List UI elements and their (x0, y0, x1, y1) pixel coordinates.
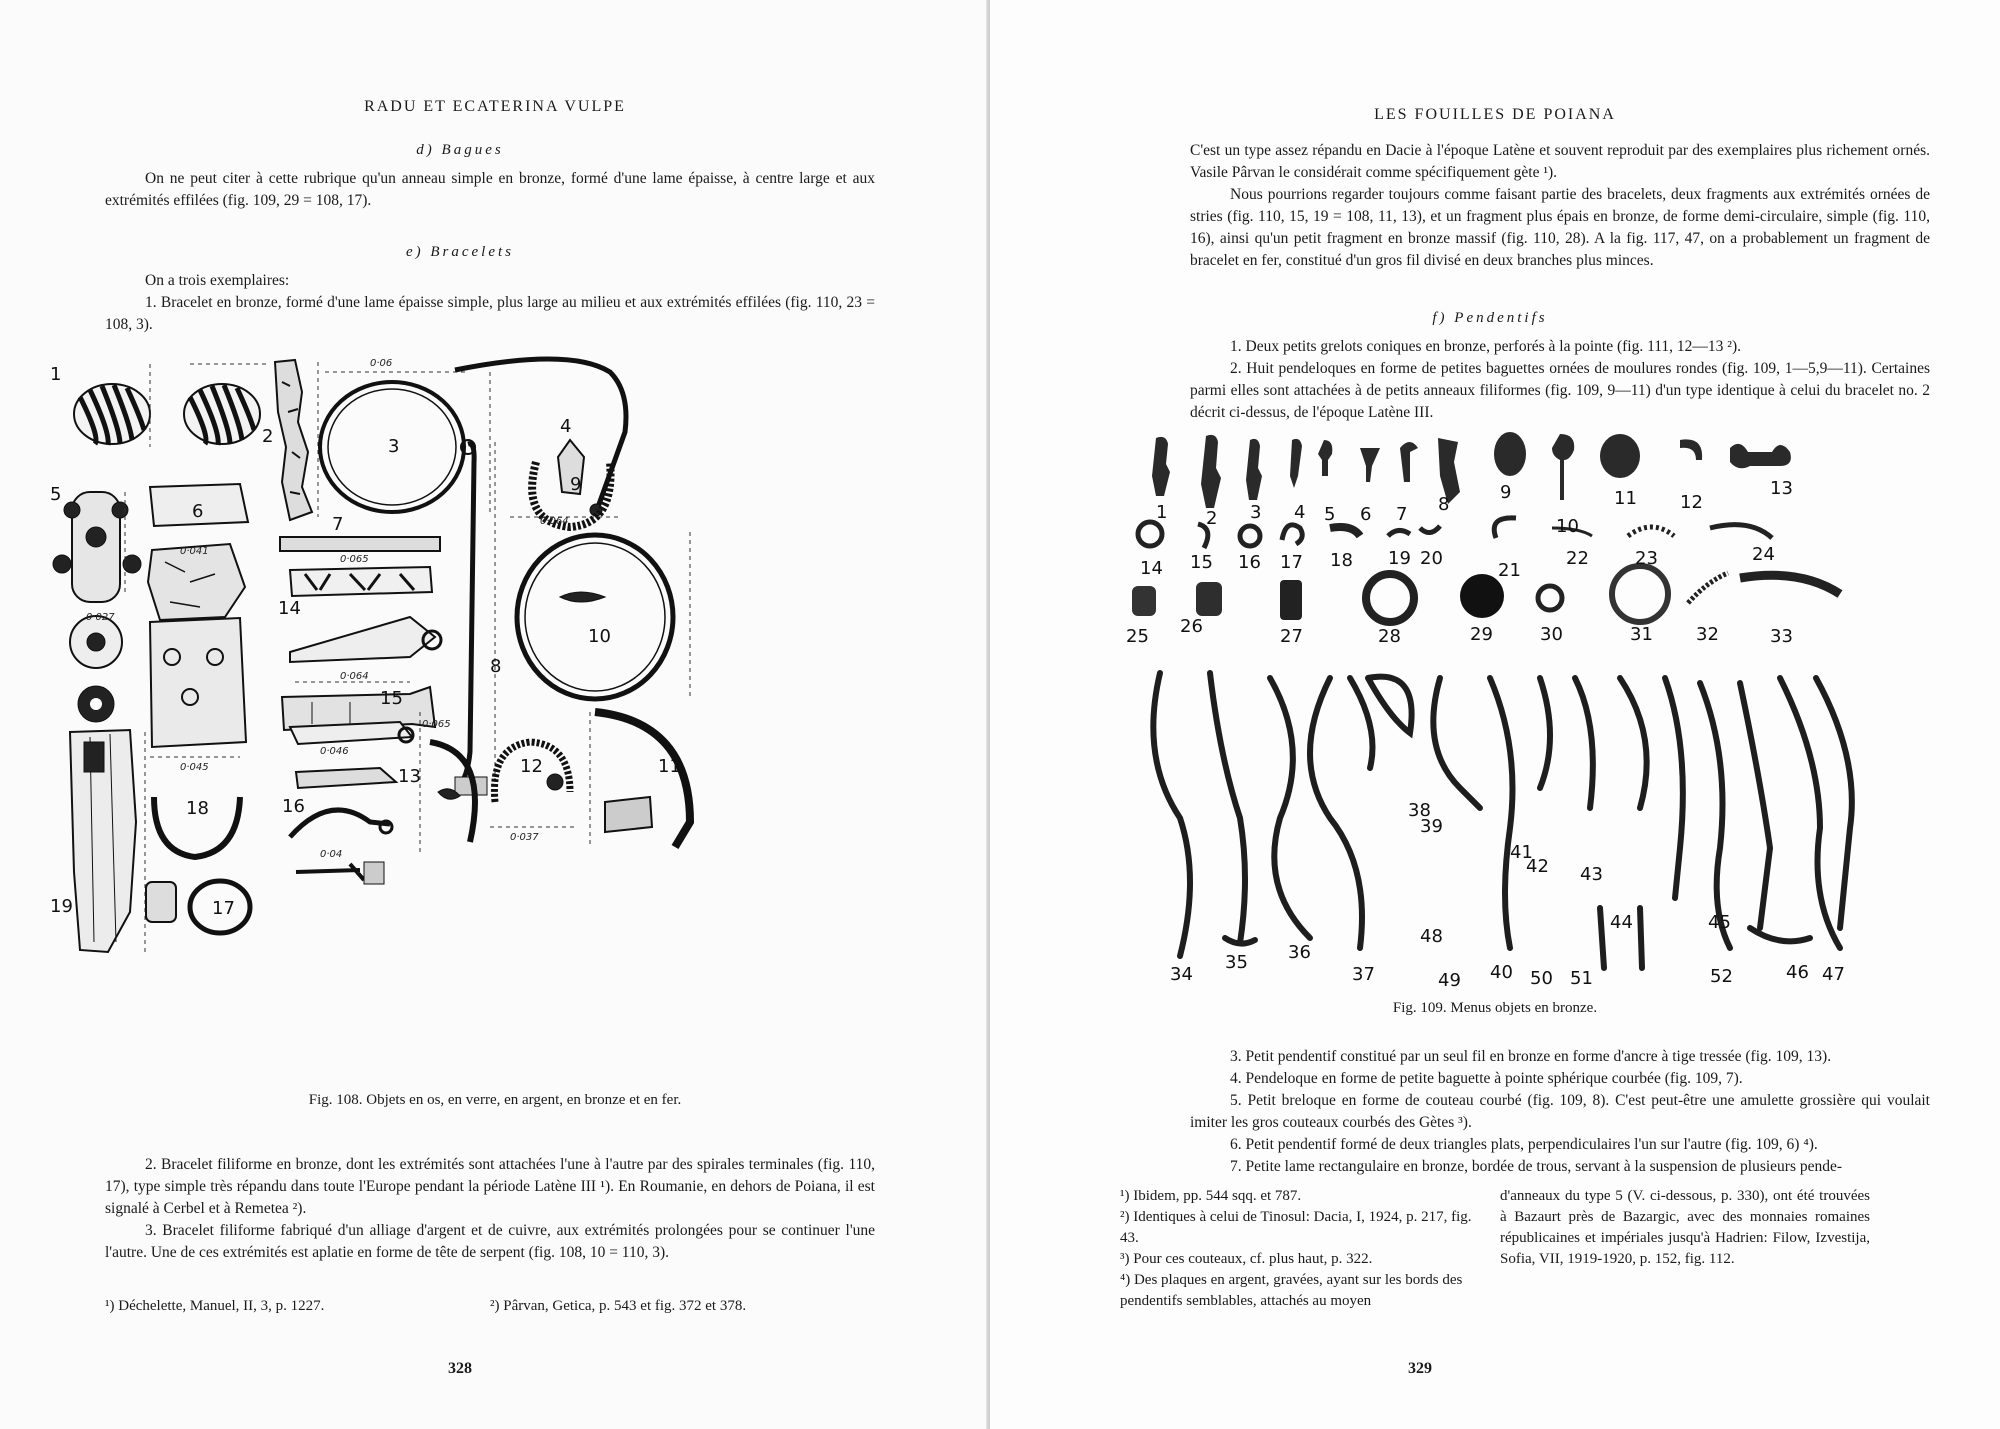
photo-label-24: 24 (1752, 544, 1775, 565)
paragraph-pendentif-4: 4. Pendeloque en forme de petite baguette à pointe sphérique courbée (fig. 109, 7). (1230, 1070, 1743, 1087)
photo-label-23: 23 (1635, 548, 1658, 569)
label-5: 5 (50, 484, 62, 505)
figure-109-caption: Fig. 109. Menus objets en bronze. (1392, 1000, 1598, 1016)
running-header-left: RADU ET ECATERINA VULPE (364, 98, 626, 115)
footnote-2-left: ²) Pârvan, Getica, p. 543 et fig. 372 et 378. (490, 1298, 747, 1314)
paragraph-type-repandu: C'est un type assez répandu en Dacie à l'époque Latène et souvent reproduit par des exemplaires plus richement ornés. Vasile Pârvan le considérait comme spécifiquement gète ¹). (1190, 142, 1930, 181)
section-heading-bracelets: e) Bracelets (405, 244, 515, 260)
figure-108-svg (50, 352, 870, 1067)
photo-label-18: 18 (1330, 550, 1353, 571)
page-number-left: 328 (448, 1360, 472, 1377)
label-3: 3 (388, 436, 400, 457)
paragraph-nous-pourrions: Nous pourrions regarder toujours comme faisant partie des bracelets, deux fragments aux extrémités ornées de stries (fig. 110, 15, 19 = 108, 11, 13), et un fragment plus épais en bronze, de forme demi-circulaire, simple (fig. 110, 16), ainsi qu'un petit fragment en bronze massif (fig. 110, 28). A la fig. 117, 47, on a probablement un fragment de bracelet en fer, constitué d'un gros fil divisé en deux branches plus minces. (1190, 186, 1930, 269)
paragraph-pendentif-6: 6. Petit pendentif formé de deux triangles plats, perpendiculaires l'un sur l'autre (fig. 109, 6) ⁴). (1230, 1136, 1818, 1153)
paragraph-bracelet-2: 2. Bracelet filiforme en bronze, dont les extrémités sont attachées l'une à l'autre par des spirales terminales (fig. 110, 17), type simple très répandu dans toute l'Europe pendant la période Latène III ¹). En Roumanie, en dehors de Poiana, il est signalé à Cerbel et à Remetea ²). (105, 1156, 875, 1217)
footnote-2-right: ²) Identiques à celui de Tinosul: Dacia, I, 1924, p. 217, fig. 43. (1120, 1209, 1472, 1246)
footnote-4-right: ⁴) Des plaques en argent, gravées, ayant sur les bords des pendentifs semblables, attachés au moyen (1120, 1272, 1463, 1309)
label-17: 17 (212, 898, 235, 919)
figure-108-drawing (50, 352, 870, 1067)
dim-18: 0·045 (180, 762, 209, 773)
object-18-ring (150, 618, 246, 857)
section-heading-bagues: d) Bagues (416, 142, 504, 158)
photo-label-16: 16 (1238, 552, 1261, 573)
photo-label-43: 43 (1580, 864, 1603, 885)
photo-label-46: 46 (1786, 962, 1809, 983)
photo-label-8: 8 (1438, 494, 1450, 515)
object-16-fibula (290, 810, 392, 884)
label-2: 2 (262, 426, 274, 447)
photo-label-47: 47 (1822, 964, 1845, 985)
photo-label-25: 25 (1126, 626, 1149, 647)
photo-label-30: 30 (1540, 624, 1563, 645)
photo-label-41: 41 (1510, 842, 1533, 863)
left-page (0, 0, 990, 1429)
dim-14: 0·064 (340, 671, 369, 682)
page-number-right: 329 (1408, 1360, 1432, 1377)
photo-label-36: 36 (1288, 942, 1311, 963)
photo-label-39: 39 (1420, 816, 1443, 837)
object-12-ring (490, 742, 575, 827)
dim-13: 0·065 (422, 719, 451, 730)
photo-label-38: 38 (1408, 800, 1431, 821)
photo-label-7: 7 (1396, 504, 1408, 525)
photo-label-51: 51 (1570, 968, 1593, 988)
dim-4: 0·064 (540, 516, 569, 527)
paragraph-pendentif-5: 5. Petit breloque en forme de couteau courbé (fig. 109, 8). C'est peut-être une amulette grossière qui voulait imiter les gros couteaux courbés des Gètes ³). (1190, 1092, 1930, 1131)
photo-label-13: 13 (1770, 478, 1793, 499)
photo-label-14: 14 (1140, 558, 1163, 579)
photo-label-6: 6 (1360, 504, 1372, 525)
paragraph-pendentif-7: 7. Petite lame rectangulaire en bronze, bordée de trous, servant à la suspension de plusieurs pende- (1230, 1158, 1843, 1175)
label-12: 12 (520, 756, 543, 777)
photo-label-49: 49 (1438, 970, 1461, 988)
label-13: 13 (398, 766, 421, 787)
object-8-long-pin (455, 440, 495, 795)
object-19-bone-tube (70, 730, 145, 952)
footnotes-right-column-1 (1120, 1186, 1480, 1312)
photo-label-21: 21 (1498, 560, 1521, 581)
footnote-3-right: ³) Pour ces couteaux, cf. plus haut, p. 322. (1120, 1251, 1373, 1267)
running-header-right: LES FOUILLES DE POIANA (1374, 106, 1616, 123)
object-2-bone (275, 360, 318, 520)
figure-109-labels (1126, 478, 1845, 988)
dim-7: 0·065 (340, 554, 369, 565)
object-4-wire-hook (455, 359, 626, 517)
photo-label-52: 52 (1710, 966, 1733, 987)
photo-label-26: 26 (1180, 616, 1203, 637)
photo-label-11: 11 (1614, 488, 1637, 509)
dim-5: 0·027 (86, 612, 115, 623)
label-6: 6 (192, 501, 204, 522)
object-15-fibula (290, 722, 413, 788)
pendants-row-2 (1138, 518, 1772, 548)
photo-label-50: 50 (1530, 968, 1553, 988)
photo-label-35: 35 (1225, 952, 1248, 973)
photo-label-31: 31 (1630, 624, 1653, 645)
photo-label-27: 27 (1280, 626, 1303, 647)
figure-108-caption: Fig. 108. Objets en os, en verre, en argent, en bronze et en fer. (308, 1092, 682, 1108)
photo-label-2: 2 (1206, 508, 1218, 529)
label-11: 11 (658, 756, 681, 777)
dim-3: 0·06 (370, 358, 393, 369)
photo-label-29: 29 (1470, 624, 1493, 645)
object-11-bracelet-fragment (590, 712, 690, 847)
label-16: 16 (282, 796, 305, 817)
object-10-bracelet (517, 532, 690, 699)
photo-label-9: 9 (1500, 482, 1512, 503)
photo-label-3: 3 (1250, 502, 1262, 523)
paragraph-exemplaires: On a trois exemplaires: (145, 272, 290, 289)
photo-label-42: 42 (1526, 856, 1549, 877)
photo-label-34: 34 (1170, 964, 1193, 985)
paragraph-pendentif-1: 1. Deux petits grelots coniques en bronze, perforés à la pointe (fig. 111, 12—13 ²). (1230, 338, 1741, 355)
photo-label-12: 12 (1680, 492, 1703, 513)
photo-label-22: 22 (1566, 548, 1589, 569)
paragraph-bracelet-1: 1. Bracelet en bronze, formé d'une lame épaisse simple, plus large au milieu et aux extrémités effilées (fig. 110, 23 = 108, 3). (105, 294, 875, 333)
photo-label-1: 1 (1156, 502, 1168, 523)
dim-16: 0·04 (320, 849, 343, 860)
object-5-bead (53, 492, 141, 722)
photo-label-17: 17 (1280, 552, 1303, 573)
photo-label-19: 19 (1388, 548, 1411, 569)
label-10: 10 (588, 626, 611, 647)
photo-label-4: 4 (1294, 502, 1306, 523)
paragraph-pendentif-3: 3. Petit pendentif constitué par un seul fil en bronze en forme d'ancre à tige tressée (fig. 109, 13). (1230, 1048, 1832, 1065)
photo-label-45: 45 (1708, 912, 1731, 933)
photo-label-10: 10 (1556, 516, 1579, 537)
dim-6: 0·041 (180, 546, 209, 557)
label-8: 8 (490, 656, 502, 677)
label-19: 19 (50, 896, 73, 917)
right-page (990, 0, 2000, 1429)
paragraph-bagues: On ne peut citer à cette rubrique qu'un anneau simple en bronze, formé d'une lame épaisse, à centre large et aux extrémités effilées (fig. 109, 29 = 108, 17). (105, 170, 875, 209)
label-15: 15 (380, 688, 403, 709)
label-7: 7 (332, 514, 344, 535)
photo-label-5: 5 (1324, 504, 1336, 525)
footnote-1-right: ¹) Ibidem, pp. 544 sqq. et 787. (1120, 1188, 1302, 1204)
label-9: 9 (570, 474, 582, 495)
figure-109-svg (1120, 428, 1910, 988)
object-7-bar (280, 537, 440, 596)
label-18: 18 (186, 798, 209, 819)
photo-label-48: 48 (1420, 926, 1443, 947)
label-1: 1 (50, 364, 62, 385)
footnote-1-left: ¹) Déchelette, Manuel, II, 3, p. 1227. (105, 1298, 325, 1314)
section-heading-pendentifs: f) Pendentifs (1432, 310, 1548, 326)
photo-label-44: 44 (1610, 912, 1633, 933)
object-1-glass-beads (74, 364, 270, 447)
label-4: 4 (560, 416, 572, 437)
figure-109-photo (1120, 428, 1910, 988)
photo-label-40: 40 (1490, 962, 1513, 983)
footnote-4-continued: d'anneaux du type 5 (V. ci-dessous, p. 330), ont été trouvées à Bazaurt près de Bazargic, avec des monnaies romaines républicaines et impériales jusqu'à Hadrien: Filow, Izvestija, Sofia, VII, 1919-1920, p. 152, fig. 112. (1500, 1188, 1870, 1267)
dim-12: 0·037 (510, 832, 539, 843)
photo-label-15: 15 (1190, 552, 1213, 573)
paragraph-bracelet-3: 3. Bracelet filiforme fabriqué d'un alliage d'argent et de cuivre, aux extrémités prolongées pour se continuer l'une l'autre. Une de ces extrémités est aplatie en forme de tête de serpent (fig. 108, 10 = 110, 3). (105, 1222, 875, 1261)
photo-label-32: 32 (1696, 624, 1719, 645)
wires-row-4 (1153, 673, 1852, 968)
paragraph-pendentif-2: 2. Huit pendeloques en forme de petites baguettes ornées de moulures rondes (fig. 109, 1—5,9—11). Certaines parmi elles sont attachées à de petits anneaux filiformes (fig. 109, 9—11) d'un type identique à celui du bracelet no. 2 décrit ci-dessus, de l'époque Latène III. (1190, 360, 1930, 421)
photo-label-37: 37 (1352, 964, 1375, 985)
photo-label-33: 33 (1770, 626, 1793, 647)
pendants-row-3 (1132, 566, 1840, 622)
dim-15: 0·046 (320, 746, 349, 757)
photo-label-28: 28 (1378, 626, 1401, 647)
photo-label-20: 20 (1420, 548, 1443, 569)
label-14: 14 (278, 598, 301, 619)
